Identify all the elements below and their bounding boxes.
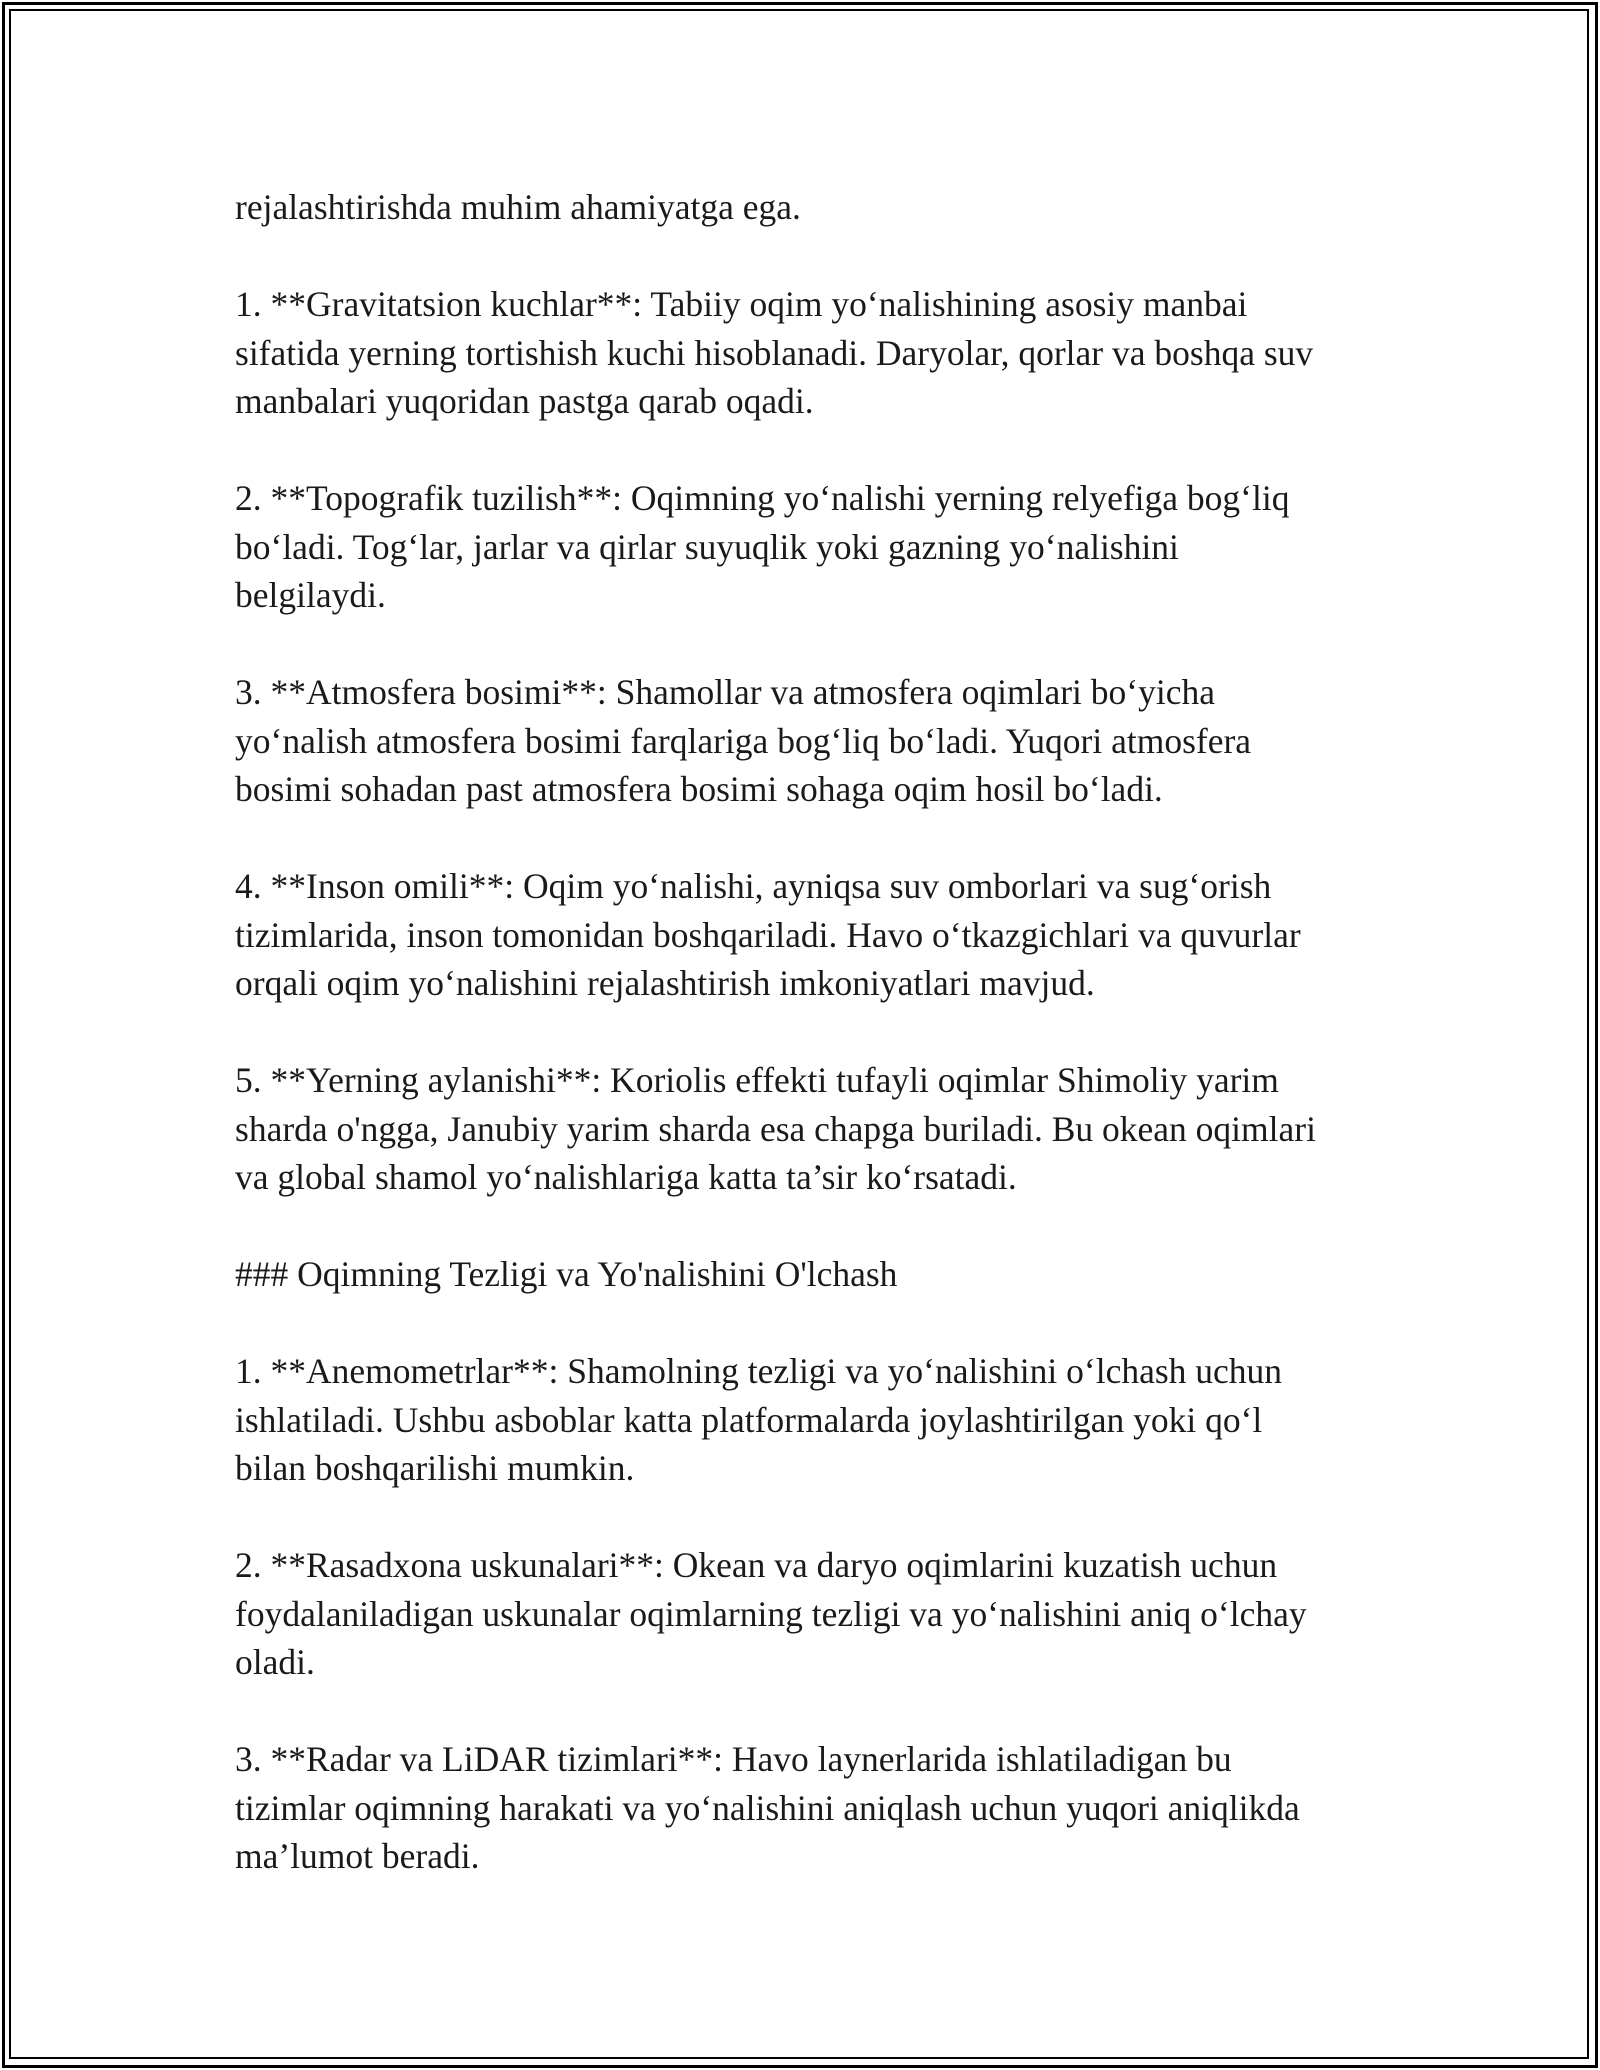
list-item-radar-lidar: 3. **Radar va LiDAR tizimlari**: Havo laynerlarida ishlatiladigan bu tizimlar oqimning harakati va yo‘nalishini aniqlash uchun yuqori aniqlikda ma’lumot beradi. bbox=[235, 1739, 1300, 1876]
list-item-gravitatsion-kuchlar: 1. **Gravitatsion kuchlar**: Tabiiy oqim yo‘nalishining asosiy manbai sifatida yerning tortishish kuchi hisoblanadi. Daryolar, qorlar va boshqa suv manbalari yuqoridan pastga qarab oqadi. bbox=[235, 284, 1314, 421]
intro-line: rejalashtirishda muhim ahamiyatga ega. bbox=[235, 187, 801, 227]
list-item-topografik-tuzilish: 2. **Topografik tuzilish**: Oqimning yo‘nalishi yerning relyefiga bog‘liq bo‘ladi. Tog‘lar, jarlar va qirlar suyuqlik yoki gazning yo‘nalishini belgilaydi. bbox=[235, 478, 1290, 615]
list-item-rasadxona-uskunalari: 2. **Rasadxona uskunalari**: Okean va daryo oqimlarini kuzatish uchun foydalaniladigan uskunalar oqimlarning tezligi va yo‘nalishini aniq o‘lchay oladi. bbox=[235, 1545, 1307, 1682]
document-body bbox=[235, 183, 1375, 1881]
section-heading: ### Oqimning Tezligi va Yo'nalishini O'lchash bbox=[235, 1254, 898, 1294]
list-item-inson-omili: 4. **Inson omili**: Oqim yo‘nalishi, ayniqsa suv omborlari va sug‘orish tizimlarida, inson tomonidan boshqariladi. Havo o‘tkazgichlari va quvurlar orqali oqim yo‘nalishini rejalashtirish imkoniyatlari mavjud. bbox=[235, 866, 1301, 1003]
list-item-atmosfera-bosimi: 3. **Atmosfera bosimi**: Shamollar va atmosfera oqimlari bo‘yicha yo‘nalish atmosfera bosimi farqlariga bog‘liq bo‘ladi. Yuqori atmosfera bosimi sohadan past atmosfera bosimi sohaga oqim hosil bo‘ladi. bbox=[235, 672, 1252, 809]
list-item-yerning-aylanishi: 5. **Yerning aylanishi**: Koriolis effekti tufayli oqimlar Shimoliy yarim sharda o'ngga, Janubiy yarim sharda esa chapga buriladi. Bu okean oqimlari va global shamol yo‘nalishlariga katta ta’sir ko‘rsatadi. bbox=[235, 1060, 1316, 1197]
list-item-anemometrlar: 1. **Anemometrlar**: Shamolning tezligi va yo‘nalishini o‘lchash uchun ishlatiladi. Ushbu asboblar katta platformalarda joylashtirilgan yoki qo‘l bilan boshqarilishi mumkin. bbox=[235, 1351, 1283, 1488]
